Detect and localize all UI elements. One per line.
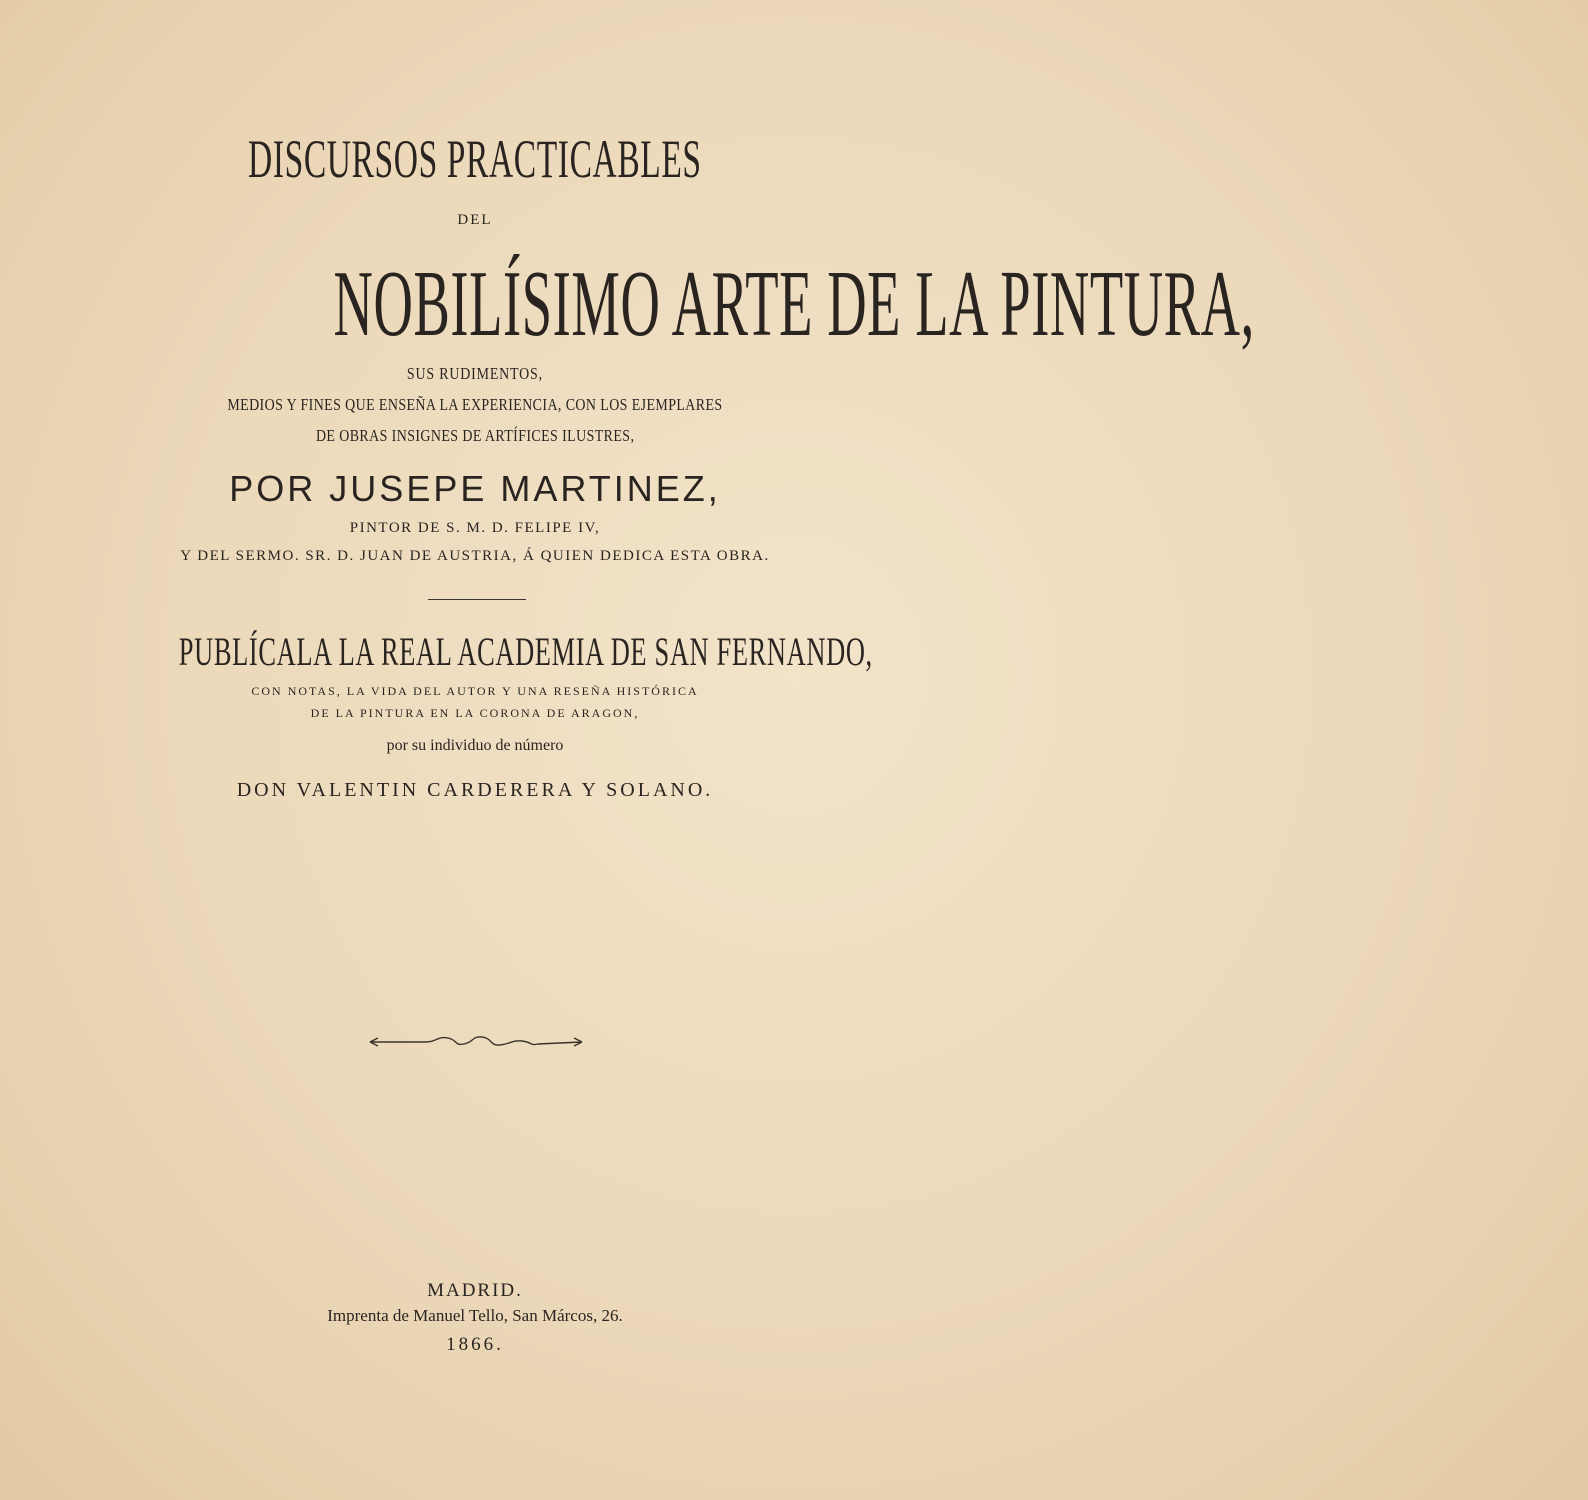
publisher-heading: PUBLÍCALA LA REAL ACADEMIA DE SAN FERNANDO, <box>178 629 873 674</box>
editor-name: DON VALENTIN CARDERERA Y SOLANO. <box>236 779 714 801</box>
author-name: POR JUSEPE MARTINEZ, <box>229 468 721 509</box>
title-line-2: DEL <box>457 212 493 228</box>
publisher-notes-2: DE LA PINTURA EN LA CORONA DE ARAGON, <box>310 706 640 720</box>
divider-rule <box>428 599 526 600</box>
imprint-printer: Imprenta de Manuel Tello, San Márcos, 26. <box>327 1306 623 1325</box>
main-title: NOBILÍSIMO ARTE DE LA PINTURA, <box>333 252 1255 356</box>
author-role-2: Y DEL SERMO. SR. D. JUAN DE AUSTRIA, Á QUIEN DEDICA ESTA OBRA. <box>180 548 770 564</box>
subtitle-line-1: SUS RUDIMENTOS, <box>407 364 543 383</box>
subtitle-line-3: DE OBRAS INSIGNES DE ARTÍFICES ILUSTRES, <box>315 426 635 445</box>
imprint-year: 1866. <box>446 1334 504 1355</box>
publisher-notes-1: CON NOTAS, LA VIDA DEL AUTOR Y UNA RESEÑA HISTÓRICA <box>251 684 699 698</box>
imprint-city: MADRID. <box>427 1280 523 1301</box>
title-line-1: DISCURSOS PRACTICABLES <box>248 129 702 189</box>
subtitle-line-2: MEDIOS Y FINES QUE ENSEÑA LA EXPERIENCIA, CON LOS EJEMPLARES <box>227 395 723 414</box>
publisher-by: por su individuo de número <box>386 737 564 754</box>
author-role-1: PINTOR DE S. M. D. FELIPE IV, <box>349 520 601 536</box>
ornament-flourish-icon <box>366 1032 586 1052</box>
